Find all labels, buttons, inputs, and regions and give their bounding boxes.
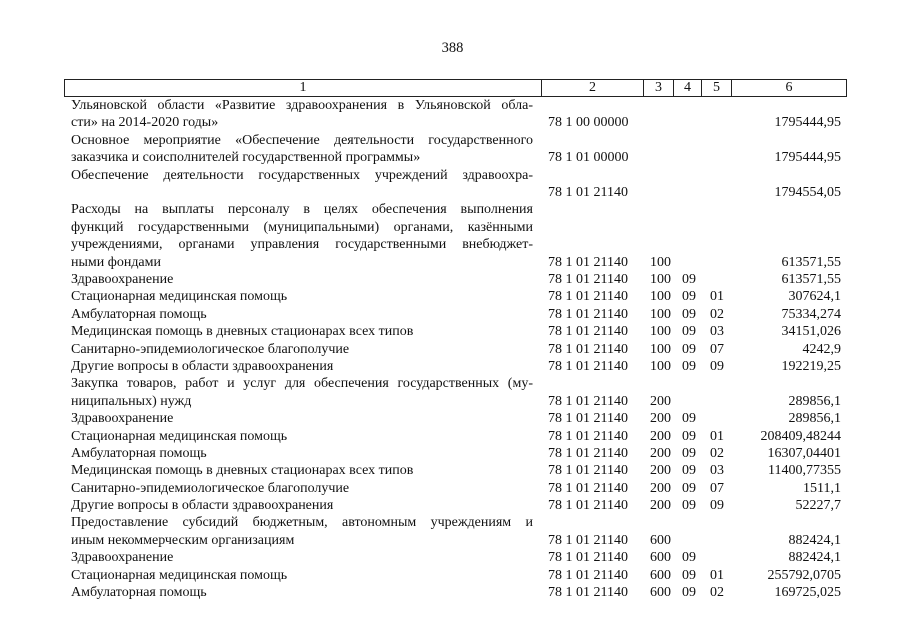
- row-subsection: 09: [710, 498, 724, 514]
- table-row: [0, 97, 905, 132]
- description-line: Амбулаторная помощь: [71, 445, 207, 461]
- row-expense-type: 200: [650, 428, 671, 444]
- description-line: Амбулаторная помощь: [71, 585, 207, 601]
- row-code: 78 1 01 21140: [548, 445, 628, 461]
- description-line: Санитарно-эпидемиологическое благополучие: [71, 480, 350, 496]
- row-code: 78 1 01 21140: [548, 254, 628, 270]
- description-line: Здравоохранение: [71, 411, 174, 427]
- row-code: 78 1 01 21140: [548, 306, 628, 322]
- table-row: [0, 410, 905, 427]
- row-section: 09: [682, 463, 696, 479]
- row-expense-type: 200: [650, 445, 671, 461]
- row-code: 78 1 01 21140: [548, 184, 628, 200]
- row-code: 78 1 01 21140: [548, 428, 628, 444]
- row-amount: 208409,48244: [760, 428, 841, 444]
- row-subsection: 01: [710, 428, 724, 444]
- row-description: [71, 306, 533, 323]
- row-section: 09: [682, 341, 696, 357]
- row-section: 09: [682, 585, 696, 601]
- row-section: 09: [682, 480, 696, 496]
- table-row: [0, 567, 905, 584]
- header-col-1: 1: [299, 80, 307, 95]
- description-line: Ульяновской области «Развитие здравоохранения в Ульяновской обла-: [71, 98, 533, 113]
- description-line: ными фондами: [71, 254, 162, 270]
- row-description: [71, 549, 533, 566]
- row-expense-type: 200: [650, 463, 671, 479]
- row-amount: 1511,1: [803, 480, 841, 496]
- row-section: 09: [682, 306, 696, 322]
- description-line: Основное мероприятие «Обеспечение деятельности государственного: [71, 132, 533, 148]
- table-header: [64, 79, 847, 97]
- row-subsection: 03: [710, 463, 724, 479]
- row-description: [71, 584, 533, 601]
- row-subsection: 09: [710, 358, 724, 374]
- row-amount: 16307,04401: [767, 445, 841, 461]
- table-row: [0, 358, 905, 375]
- row-amount: 1795444,95: [774, 115, 841, 131]
- row-section: 09: [682, 550, 696, 566]
- description-line: ниципальных) нужд: [71, 393, 192, 409]
- row-subsection: 01: [710, 567, 724, 583]
- description-line: Обеспечение деятельности государственных учреждений здравоохра-: [71, 167, 533, 183]
- row-expense-type: 100: [650, 306, 671, 322]
- header-col-4: 4: [673, 80, 701, 96]
- header-col-5: 5: [701, 80, 731, 96]
- row-subsection: 02: [710, 585, 724, 601]
- row-description: [71, 271, 533, 288]
- row-section: 09: [682, 358, 696, 374]
- row-code: 78 1 01 21140: [548, 567, 628, 583]
- row-section: 09: [682, 324, 696, 340]
- row-expense-type: 100: [650, 341, 671, 357]
- row-amount: 255792,0705: [767, 567, 841, 583]
- row-amount: 882424,1: [788, 550, 841, 566]
- table-row: [0, 288, 905, 305]
- row-description: [71, 97, 533, 132]
- row-description: [71, 323, 533, 340]
- row-description: [71, 567, 533, 584]
- row-amount: 289856,1: [788, 393, 841, 409]
- row-section: 09: [682, 411, 696, 427]
- row-description: [71, 341, 533, 358]
- row-code: 78 1 00 00000: [548, 115, 629, 131]
- row-amount: 307624,1: [788, 289, 841, 305]
- table-row: [0, 497, 905, 514]
- description-line: Стационарная медицинская помощь: [71, 428, 288, 444]
- description-line: Санитарно-эпидемиологическое благополучие: [71, 341, 350, 357]
- row-subsection: 02: [710, 306, 724, 322]
- table-row: [0, 445, 905, 462]
- description-line: Стационарная медицинская помощь: [71, 289, 288, 305]
- row-subsection: 03: [710, 324, 724, 340]
- description-line: Другие вопросы в области здравоохранения: [71, 498, 334, 514]
- row-section: 09: [682, 289, 696, 305]
- row-description: [71, 375, 533, 410]
- table-row: [0, 341, 905, 358]
- row-description: [71, 514, 533, 549]
- table-row: [0, 480, 905, 497]
- row-code: 78 1 01 21140: [548, 289, 628, 305]
- row-amount: 882424,1: [788, 532, 841, 548]
- row-description: [71, 167, 533, 184]
- table-row: [0, 514, 905, 549]
- row-code: 78 1 01 21140: [548, 532, 628, 548]
- row-description: [71, 428, 533, 445]
- description-line: Другие вопросы в области здравоохранения: [71, 358, 334, 374]
- table-row: [0, 323, 905, 340]
- row-description: [71, 445, 533, 462]
- row-code: 78 1 01 21140: [548, 393, 628, 409]
- description-line: Амбулаторная помощь: [71, 306, 207, 322]
- row-amount: 192219,25: [781, 358, 841, 374]
- row-code: 78 1 01 21140: [548, 271, 628, 287]
- row-description: [71, 288, 533, 305]
- table-row: [0, 584, 905, 601]
- description-line: заказчика и соисполнителей государственной программы»: [71, 150, 421, 166]
- row-expense-type: 200: [650, 411, 671, 427]
- row-expense-type: 200: [650, 393, 671, 409]
- row-expense-type: 200: [650, 480, 671, 496]
- row-amount: 289856,1: [788, 411, 841, 427]
- row-description: [71, 358, 533, 375]
- row-expense-type: 200: [650, 498, 671, 514]
- row-description: [71, 132, 533, 167]
- row-code: 78 1 01 21140: [548, 358, 628, 374]
- row-section: 09: [682, 498, 696, 514]
- row-amount: 1794554,05: [774, 184, 841, 200]
- table-row: [0, 271, 905, 288]
- description-line: Предоставление субсидий бюджетным, автономным учреждениям и: [71, 515, 533, 531]
- row-code: 78 1 01 21140: [548, 411, 628, 427]
- table-row: [0, 462, 905, 479]
- row-amount: 613571,55: [781, 271, 841, 287]
- description-line: Закупка товаров, работ и услуг для обеспечения государственных (му-: [71, 376, 533, 392]
- row-code: 78 1 01 21140: [548, 585, 628, 601]
- row-section: 09: [682, 271, 696, 287]
- row-expense-type: 100: [650, 271, 671, 287]
- description-line: учреждениями, органами управления государственными внебюджет-: [71, 237, 533, 253]
- row-subsection: 02: [710, 445, 724, 461]
- table-body: [0, 97, 905, 601]
- row-amount: 34151,026: [781, 324, 841, 340]
- description-line: иным некоммерческим организациям: [71, 532, 295, 548]
- table-row: [0, 549, 905, 566]
- table-row: [0, 428, 905, 445]
- row-subsection: 07: [710, 341, 724, 357]
- row-amount: 4242,9: [802, 341, 841, 357]
- row-description: [71, 462, 533, 479]
- description-line: функций государственными (муниципальными) органами, казёнными: [71, 219, 533, 235]
- row-code: 78 1 01 00000: [548, 150, 629, 166]
- description-line: Стационарная медицинская помощь: [71, 567, 288, 583]
- header-col-3: 3: [643, 80, 673, 96]
- row-section: 09: [682, 445, 696, 461]
- table-row: [0, 306, 905, 323]
- row-expense-type: 600: [650, 532, 671, 548]
- row-expense-type: 100: [650, 358, 671, 374]
- table-row: [0, 132, 905, 167]
- row-code: 78 1 01 21140: [548, 480, 628, 496]
- description-line: Здравоохранение: [71, 550, 174, 566]
- row-code: 78 1 01 21140: [548, 341, 628, 357]
- row-amount: 75334,274: [781, 306, 841, 322]
- table-row: [0, 201, 905, 271]
- row-amount: 52227,7: [795, 498, 841, 514]
- row-description: [71, 201, 533, 271]
- row-expense-type: 600: [650, 567, 671, 583]
- header-col-6: 6: [731, 80, 846, 96]
- row-expense-type: 100: [650, 324, 671, 340]
- description-line: сти» на 2014-2020 годы»: [71, 115, 219, 131]
- table-row: [0, 167, 905, 202]
- row-subsection: 01: [710, 289, 724, 305]
- row-amount: 613571,55: [781, 254, 841, 270]
- row-description: [71, 497, 533, 514]
- row-code: 78 1 01 21140: [548, 550, 628, 566]
- description-line: Медицинская помощь в дневных стационарах всех типов: [71, 324, 414, 340]
- row-subsection: 07: [710, 480, 724, 496]
- description-line: Медицинская помощь в дневных стационарах всех типов: [71, 463, 414, 479]
- row-description: [71, 410, 533, 427]
- description-line: Расходы на выплаты персоналу в целях обеспечения выполнения: [71, 202, 533, 218]
- row-amount: 11400,77355: [768, 463, 841, 479]
- row-expense-type: 100: [650, 254, 671, 270]
- row-amount: 169725,025: [774, 585, 841, 601]
- row-expense-type: 600: [650, 585, 671, 601]
- description-line: Здравоохранение: [71, 271, 174, 287]
- table-row: [0, 375, 905, 410]
- row-description: [71, 480, 533, 497]
- row-code: 78 1 01 21140: [548, 463, 628, 479]
- row-amount: 1795444,95: [774, 150, 841, 166]
- page-number: 388: [441, 40, 464, 56]
- row-code: 78 1 01 21140: [548, 324, 628, 340]
- row-section: 09: [682, 567, 696, 583]
- row-expense-type: 100: [650, 289, 671, 305]
- header-col-2: 2: [541, 80, 643, 96]
- row-expense-type: 600: [650, 550, 671, 566]
- row-section: 09: [682, 428, 696, 444]
- row-code: 78 1 01 21140: [548, 498, 628, 514]
